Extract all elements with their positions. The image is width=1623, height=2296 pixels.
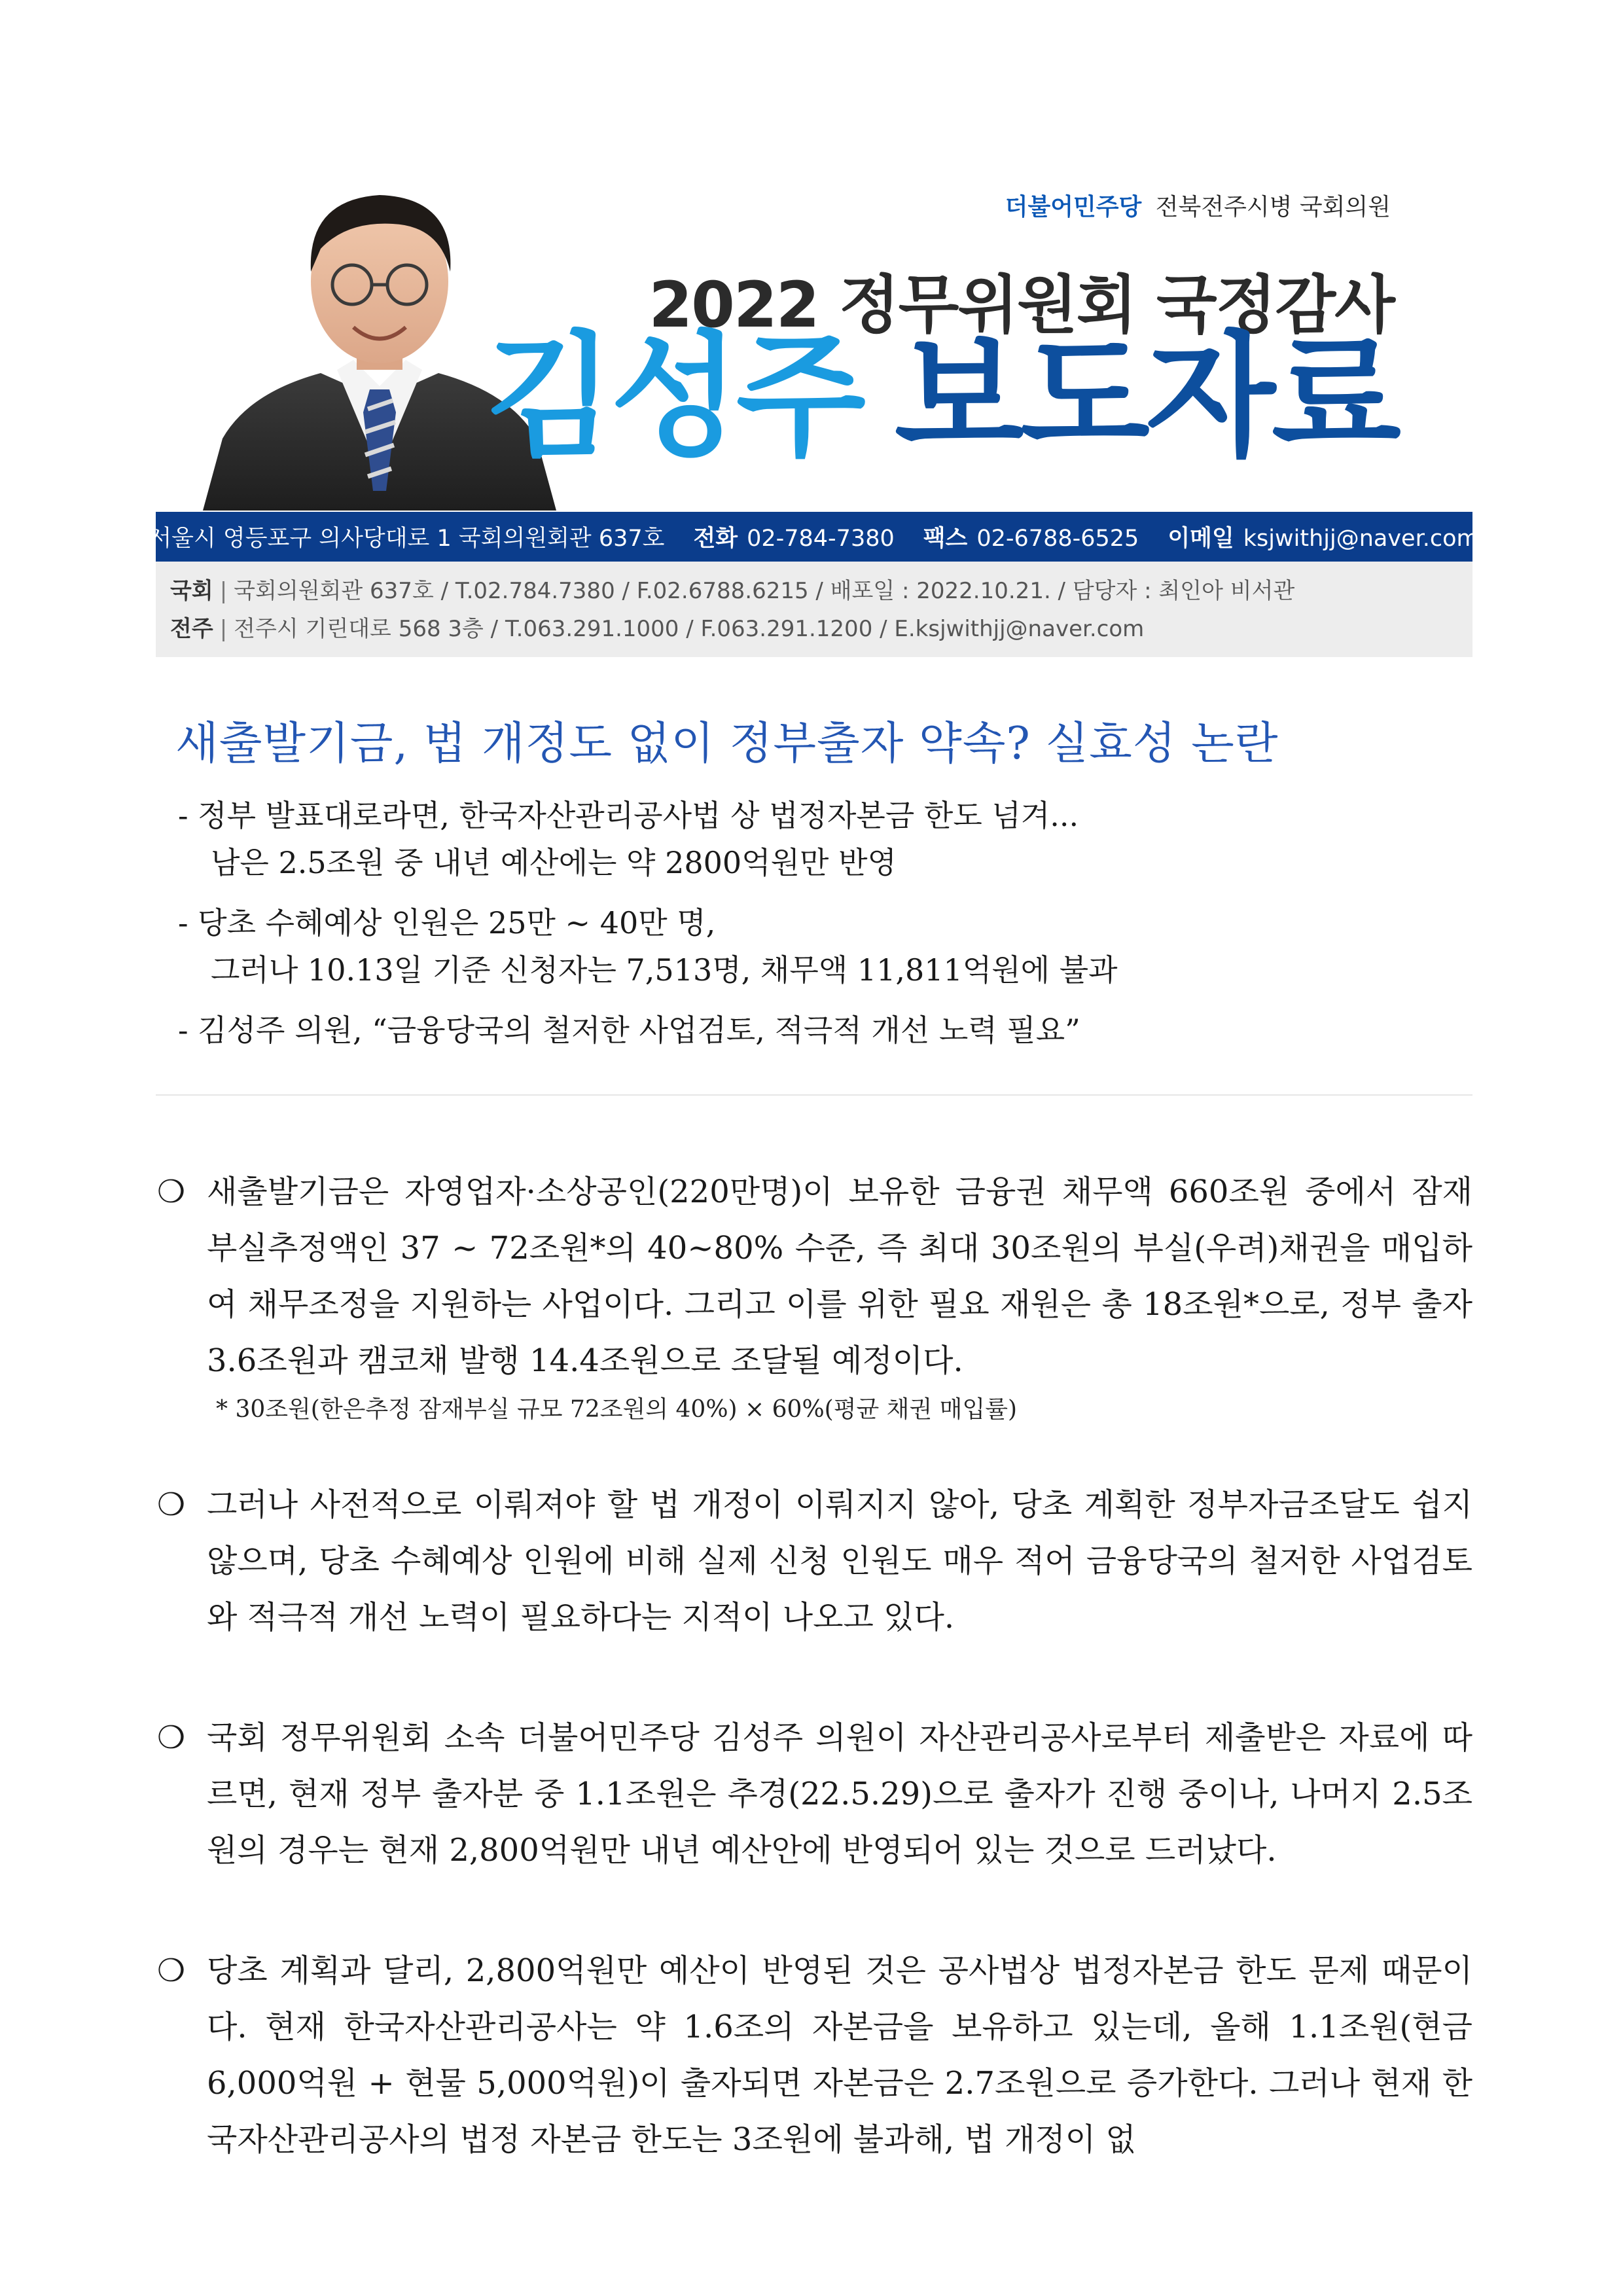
email-contact [1168,520,1478,553]
footnote: * 30조원(한은추정 잠재부실 규모 72조원의 40%) × 60%(평균 채권 매입률) [216,1396,1018,1423]
paragraph-text: 당초 계획과 달리, 2,800억원만 예산이 반영된 것은 공사법상 법정자본금 한도 문제 때문이다. 현재 한국자산관리공사는 약 1.6조의 자본금을 보유하고 있는데, 올해 1.1조원(현금 6,000억원 + 현물 5,000억원)이 출자되면 자본금은 2.7조원으로 증가한다. 그러나 현재 한국자산관리공사의 법정 자본금 한도는 3조원에 불과해, 법 개정이 없 [207,1952,1472,2158]
paragraph-text: 그러나 사전적으로 이뤄져야 할 법 개정이 이뤄지지 않아, 당초 계획한 정부자금조달도 쉽지 않으며, 당초 수혜예상 인원에 비해 실제 신청 인원도 매우 적어 금융당국의 철저한 사업검토와 적극적 개선 노력이 필요하다는 지적이 나오고 있다. [207,1486,1472,1636]
bullet-icon: ❍ [157,1719,186,1756]
contact-bar [149,512,1479,562]
phone-contact [693,520,894,553]
headline: 새출발기금, 법 개정도 없이 정부출자 약속? 실효성 논란 [175,718,1279,770]
subpoint-line: 남은 2.5조원 중 내년 예산에는 약 2800억원만 반영 [211,845,897,880]
paragraph-text: 새출발기금은 자영업자·소상공인(220만명)이 보유한 금융권 채무액 660조원 중에서 잠재 부실추정액인 37 ~ 72조원*의 40~80% 수준, 즉 최대 30조원의 부실(우려)채권을 매입하여 채무조정을 지원하는 사업이다. 그리고 이를 위한 필요 재원은 총 18조원*으로, 정부 출자 3.6조원과 캠코채 발행 14.4조원으로 조달될 예정이다. [207,1174,1472,1379]
subpoint-item [178,899,1291,994]
fax-contact [923,520,1139,553]
subpoint-item [178,792,1291,886]
page-title [484,319,1397,475]
phone-label: 전화 [693,526,738,552]
bullet-icon: ❍ [157,1486,186,1523]
bullet-icon: ❍ [157,1952,186,1989]
body-paragraph [157,1943,1472,2168]
info-row-label: 전주 [170,616,213,642]
info-row-assembly: 국회 | 국회의원회관 637호 / T.02.784.7380 / F.02.6788.6215 / 배포일 : 2022.10.21. / 담당자 : 최인아 비서관 [170,578,1295,604]
press-release-label: 보도자료 [894,319,1397,475]
subpoint-line: 그러나 10.13일 기준 신청자는 7,513명, 채무액 11,811억원에 불과 [211,952,1118,988]
phone-value: 02-784-7380 [747,526,895,552]
body-paragraph [157,1710,1472,1878]
info-row-jeonju: 전주 | 전주시 기린대로 568 3층 / T.063.291.1000 / F.063.291.1200 / E.ksjwithjj@naver.com [170,616,1145,642]
subpoint-item [178,1007,1291,1054]
subpoint-line: - 정부 발표대로라면, 한국자산관리공사법 상 법정자본금 한도 넘겨... [178,798,1079,833]
body-paragraph [157,1164,1472,1389]
party-affiliation [1005,188,1391,222]
paragraph-text: 국회 정무위원회 소속 더불어민주당 김성주 의원이 자산관리공사로부터 제출받은 자료에 따르면, 현재 정부 출자분 중 1.1조원은 추경(22.5.29)으로 출자가 진행 중이나, 나머지 2.5조원의 경우는 현재 2,800억원만 내년 예산안에 반영되어 있는 것으로 드러났다. [207,1719,1472,1869]
lawmaker-name: 김성주 [484,319,862,475]
release-info-box [156,562,1472,657]
info-row-label: 국회 [170,578,213,604]
office-address: 서울시 영등포구 의사당대로 1 국회의원회관 637호 [149,526,665,552]
fax-label: 팩스 [923,526,968,552]
subpoint-list [178,792,1291,1067]
email-value: ksjwithjj@naver.com [1243,526,1479,552]
info-row-text: 국회의원회관 637호 / T.02.784.7380 / F.02.6788.6215 / 배포일 : 2022.10.21. / 담당자 : 최인아 비서관 [234,578,1295,604]
party-name: 더불어민주당 [1005,194,1142,221]
email-label: 이메일 [1168,526,1234,552]
page-subtitle: 2022 정무위원회 국정감사 [649,268,1394,342]
subpoint-line: - 당초 수혜예상 인원은 25만 ~ 40만 명, [178,905,716,941]
body-paragraph [157,1477,1472,1645]
subpoint-line: - 김성주 의원, “금융당국의 철저한 사업검토, 적극적 개선 노력 필요” [178,1013,1080,1048]
info-row-text: 전주시 기린대로 568 3층 / T.063.291.1000 / F.063.291.1200 / E.ksjwithjj@naver.com [234,616,1145,642]
section-divider [156,1094,1472,1096]
bullet-icon: ❍ [157,1174,186,1210]
fax-value: 02-6788-6525 [976,526,1139,552]
district-label: 전북전주시병 국회의원 [1155,194,1391,221]
